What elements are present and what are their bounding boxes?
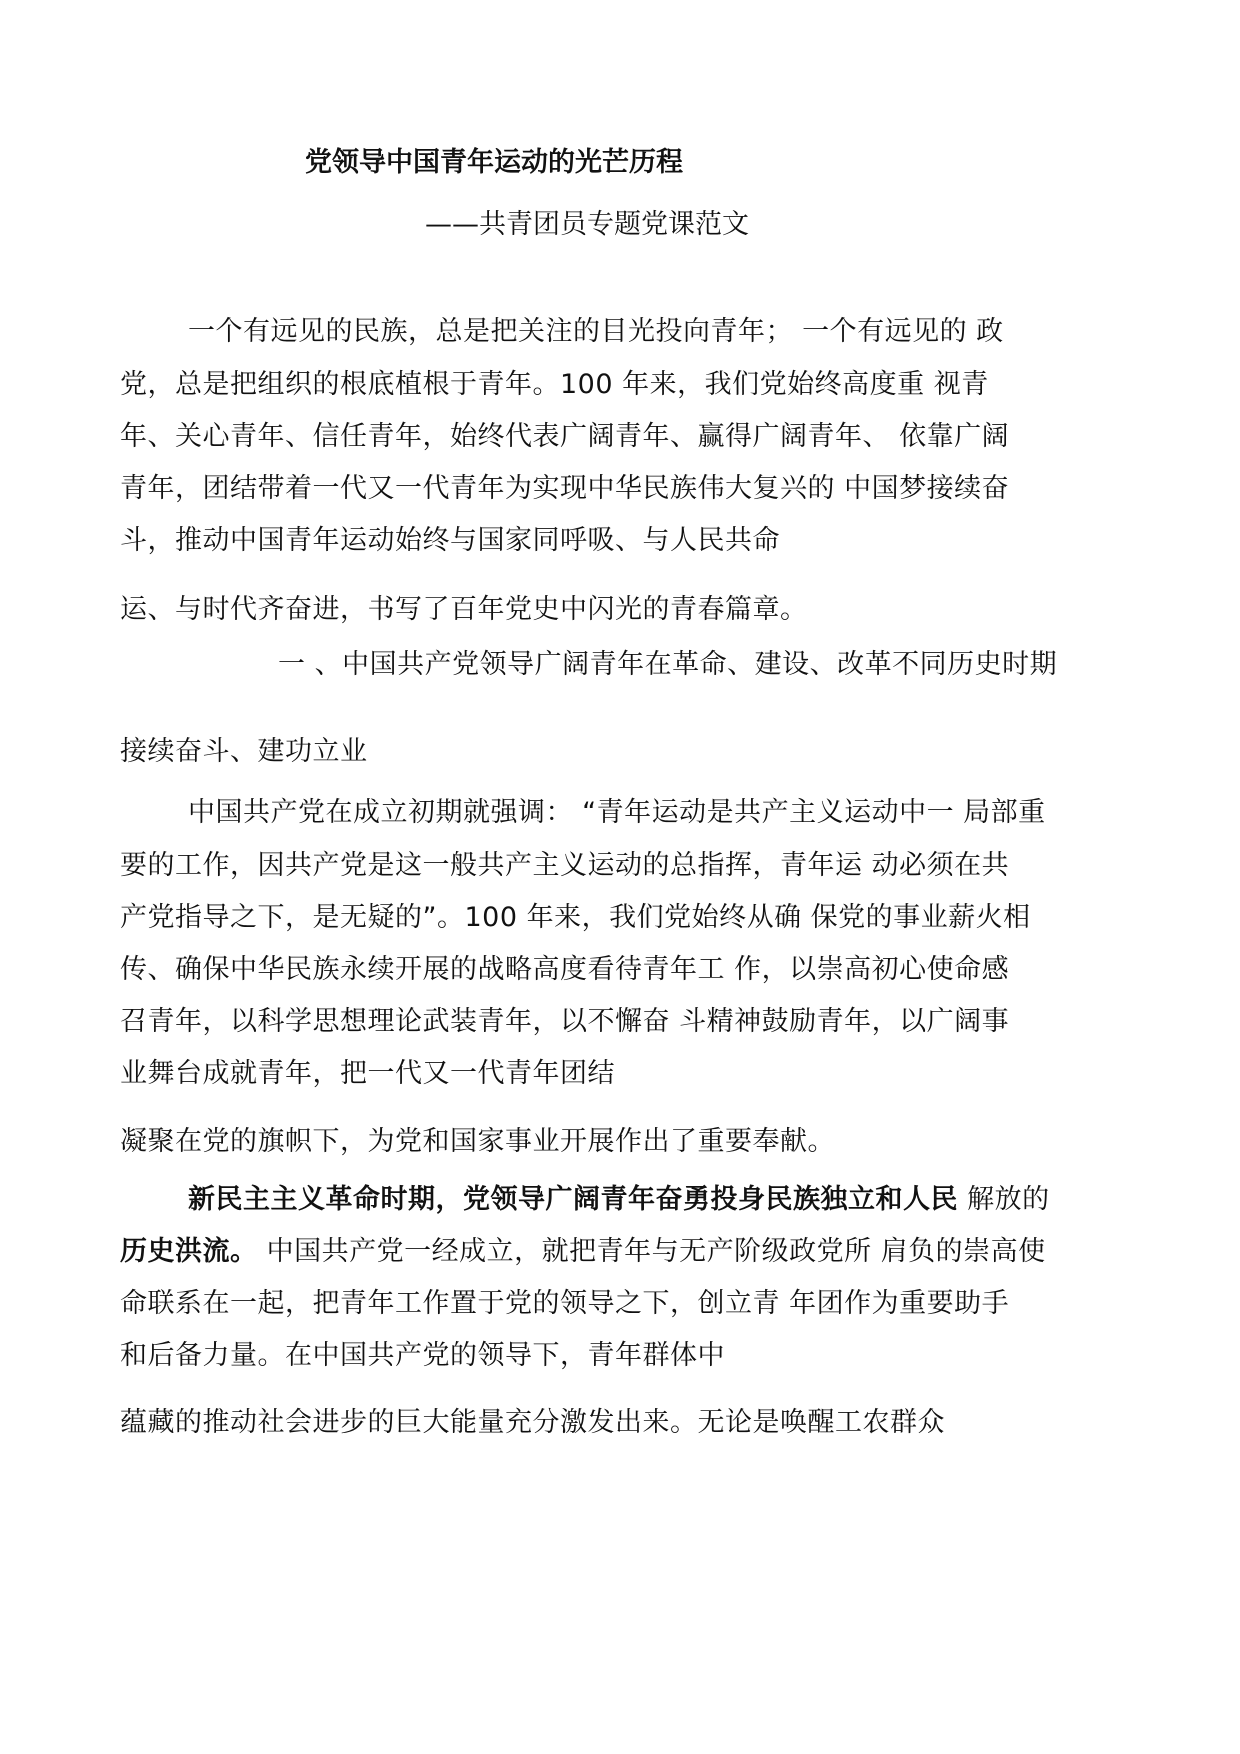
- paragraph-2-line-5: 召青年，以科学思想理论武装青年，以不懈奋 斗精神鼓励青年，以广阔事: [120, 1006, 1010, 1037]
- paragraph-3-line-5: 蕴藏的推动社会进步的巨大能量充分激发出来。无论是唤醒工农群众: [120, 1407, 945, 1438]
- paragraph-2-line-4: 传、确保中华民族永续开展的战略高度看待青年工 作，以崇高初心使命感: [120, 954, 1010, 985]
- paragraph-3-line-1: [188, 1180, 1050, 1220]
- paragraph-3-bold-lead: 新民主主义革命时期，党领导广阔青年奋勇投身民族独立和人民: [188, 1184, 958, 1215]
- paragraph-3-line-2: [120, 1232, 1046, 1272]
- paragraph-1-line-6: 运、与时代齐奋进，书写了百年党史中闪光的青春篇章。: [120, 594, 808, 625]
- paragraph-2-line-7: 凝聚在党的旗帜下，为党和国家事业开展作出了重要奉献。: [120, 1126, 835, 1157]
- paragraph-1-line-3: 年、关心青年、信任青年，始终代表广阔青年、赢得广阔青年、 依靠广阔: [120, 421, 1010, 452]
- paragraph-3-line-3: 命联系在一起，把青年工作置于党的领导之下，创立青 年团作为重要助手: [120, 1288, 1010, 1319]
- paragraph-2-line-2: 要的工作，因共产党是这一般共产主义运动的总指挥，青年运 动必须在共: [120, 850, 1010, 881]
- paragraph-3-bold-tail: 历史洪流。: [120, 1236, 258, 1267]
- paragraph-3-line-4: 和后备力量。在中国共产党的领导下，青年群体中: [120, 1340, 725, 1371]
- paragraph-3-text: 中国共产党一经成立，就把青年与无产阶级政党所 肩负的崇高使: [257, 1236, 1046, 1267]
- paragraph-1-line-1: 一个有远见的民族，总是把关注的目光投向青年； 一个有远见的 政: [188, 316, 1004, 347]
- paragraph-1-line-5: 斗，推动中国青年运动始终与国家同呼吸、与人民共命: [120, 525, 780, 556]
- paragraph-2-line-3: 产党指导之下，是无疑的”。100 年来，我们党始终从确 保党的事业薪火相: [120, 902, 1031, 933]
- paragraph-2-line-1: 中国共产党在成立初期就强调： “青年运动是共产主义运动中一 局部重: [188, 797, 1046, 828]
- document-title: 党领导中国青年运动的光芒历程: [305, 147, 683, 178]
- paragraph-3-text: 解放的: [958, 1184, 1050, 1215]
- paragraph-2-line-6: 业舞台成就青年，把一代又一代青年团结: [120, 1058, 615, 1089]
- section-heading-1-line-2: 接续奋斗、建功立业: [120, 736, 368, 767]
- section-heading-1-line-1: 一 、中国共产党领导广阔青年在革命、建设、改革不同历史时期: [278, 649, 1058, 680]
- paragraph-1-line-4: 青年，团结带着一代又一代青年为实现中华民族伟大复兴的 中国梦接续奋: [120, 473, 1010, 504]
- paragraph-1-line-2: 党，总是把组织的根底植根于青年。100 年来，我们党始终高度重 视青: [120, 369, 989, 400]
- document-subtitle: ——共青团员专题党课范文: [425, 209, 749, 240]
